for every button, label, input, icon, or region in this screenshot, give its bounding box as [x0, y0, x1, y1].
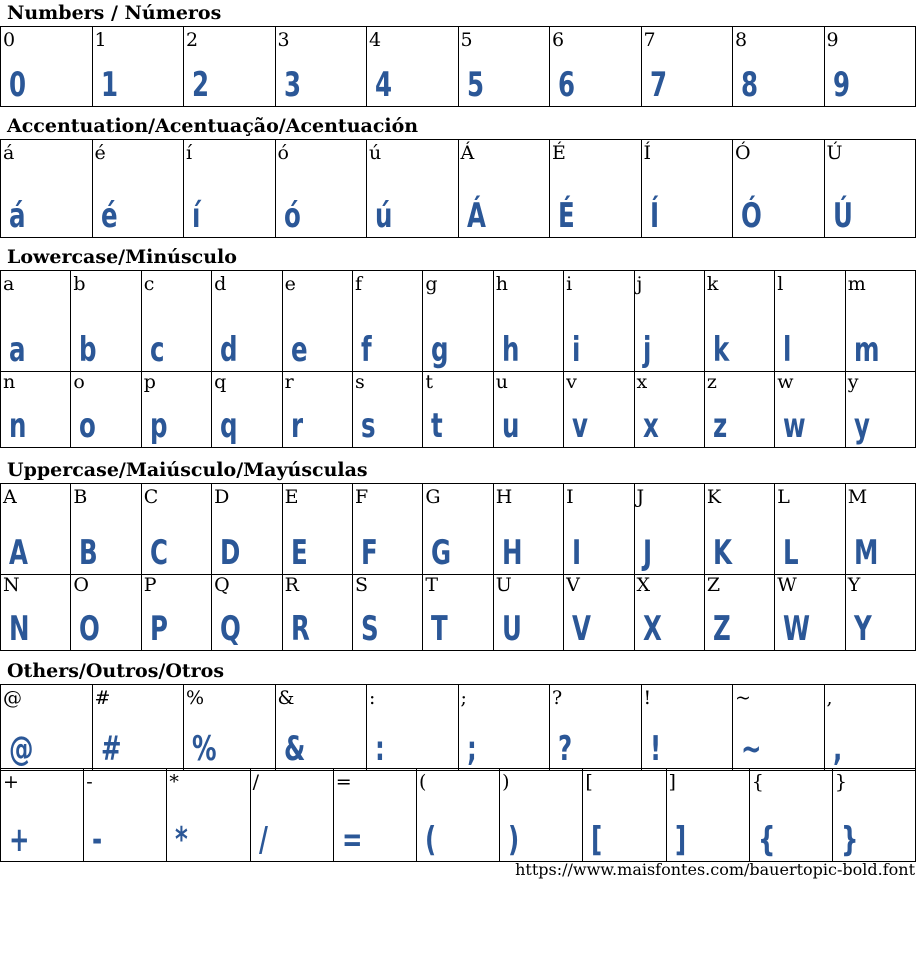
glyph-label: Q [214, 574, 230, 596]
glyph-label: S [354, 574, 368, 596]
glyph-sample: , [832, 729, 842, 769]
glyph-cell [459, 140, 551, 238]
glyph-sample: d [220, 330, 238, 370]
glyph-label: b [73, 273, 86, 295]
glyph-sample: a [9, 330, 26, 370]
glyph-label: Í [643, 142, 652, 164]
glyph-label: / [252, 771, 259, 793]
glyph-cell [705, 572, 775, 651]
glyph-label: a [3, 273, 15, 295]
glyph-cell [846, 271, 916, 372]
glyph-cell [93, 27, 185, 107]
glyph-sample: W [783, 609, 811, 649]
glyph-cell [167, 769, 250, 862]
glyph-label: , [826, 687, 833, 709]
others-grid-row-1 [0, 684, 916, 771]
glyph-sample: w [783, 406, 806, 446]
glyph-sample: * [175, 820, 189, 860]
glyph-label: ! [643, 687, 652, 709]
glyph-cell [635, 369, 705, 448]
glyph-sample: A [9, 533, 28, 573]
glyph-label: n [3, 371, 16, 393]
glyph-cell [276, 27, 368, 107]
glyph-cell [705, 484, 775, 575]
uppercase-title: Uppercase/Maiúsculo/Mayúsculas [7, 459, 368, 481]
glyph-sample: J [642, 533, 652, 573]
glyph-label: 2 [186, 29, 199, 51]
glyph-label: # [94, 687, 111, 709]
glyph-label: x [636, 371, 648, 393]
glyph-label: y [847, 371, 859, 393]
glyph-cell [564, 572, 634, 651]
glyph-cell [1, 685, 93, 771]
glyph-cell [212, 369, 282, 448]
glyph-sample: { [757, 820, 776, 860]
glyph-cell [334, 769, 417, 862]
glyph-cell [459, 27, 551, 107]
glyph-cell [564, 271, 634, 372]
glyph-label: É [552, 142, 566, 164]
glyph-cell [1, 271, 71, 372]
glyph-label: M [847, 486, 868, 508]
glyph-cell [71, 572, 141, 651]
glyph-sample: 6 [558, 65, 576, 105]
glyph-cell [417, 769, 500, 862]
glyph-sample: ó [283, 196, 301, 236]
lowercase-title: Lowercase/Minúsculo [7, 246, 237, 268]
glyph-cell [276, 685, 368, 771]
glyph-sample: y [853, 406, 870, 446]
glyph-sample: # [100, 729, 122, 769]
glyph-sample: M [853, 533, 879, 573]
glyph-label: U [495, 574, 512, 596]
glyph-label: 6 [552, 29, 565, 51]
glyph-sample: + [9, 820, 30, 860]
glyph-label: 3 [277, 29, 290, 51]
glyph-label: ~ [735, 687, 751, 709]
glyph-cell [550, 27, 642, 107]
glyph-sample: Q [220, 609, 241, 649]
glyph-cell [635, 271, 705, 372]
glyph-label: { [751, 771, 764, 793]
glyph-label: g [425, 273, 438, 295]
glyph-sample: C [149, 533, 168, 573]
glyph-cell [142, 484, 212, 575]
glyph-sample: ? [558, 729, 573, 769]
glyph-sample: I [572, 533, 582, 573]
glyph-label: t [425, 371, 433, 393]
glyph-cell [251, 769, 334, 862]
glyph-cell [705, 271, 775, 372]
glyph-cell [635, 572, 705, 651]
glyph-cell [71, 369, 141, 448]
glyph-cell [642, 140, 734, 238]
lowercase-grid-row-2 [0, 369, 916, 448]
glyph-cell [423, 572, 493, 651]
glyph-cell [500, 769, 583, 862]
glyph-sample: N [9, 609, 30, 649]
glyph-cell [283, 484, 353, 575]
glyph-cell [71, 271, 141, 372]
glyph-label: í [186, 142, 193, 164]
glyph-label: * [169, 771, 179, 793]
glyph-label: ú [369, 142, 382, 164]
glyph-cell [642, 685, 734, 771]
glyph-sample: r [290, 406, 303, 446]
uppercase-grid-row-1 [0, 483, 916, 575]
glyph-sample: Ó [741, 196, 762, 236]
glyph-label: } [834, 771, 847, 793]
glyph-sample: K [712, 533, 732, 573]
glyph-sample: 7 [649, 65, 667, 105]
glyph-cell [1, 484, 71, 575]
glyph-cell [550, 685, 642, 771]
accents-grid [0, 139, 916, 238]
glyph-label: V [566, 574, 580, 596]
glyph-cell [353, 369, 423, 448]
glyph-label: - [86, 771, 93, 793]
glyph-label: D [214, 486, 230, 508]
glyph-sample: h [501, 330, 520, 370]
glyph-label: F [354, 486, 369, 508]
glyph-label: + [3, 771, 19, 793]
glyph-label: A [3, 486, 17, 508]
glyph-cell [833, 769, 916, 862]
glyph-label: Ú [826, 142, 843, 164]
glyph-label: w [777, 371, 794, 393]
glyph-sample: f [360, 330, 372, 370]
lowercase-grid-row-1 [0, 270, 916, 372]
glyph-label: 1 [94, 29, 107, 51]
glyph-label: Á [460, 142, 475, 164]
others-grid-row-2 [0, 768, 916, 862]
glyph-sample: H [501, 533, 523, 573]
glyph-sample: L [783, 533, 799, 573]
glyph-label: H [495, 486, 513, 508]
glyph-sample: G [431, 533, 452, 573]
glyph-label: r [284, 371, 294, 393]
glyph-label: 4 [369, 29, 382, 51]
glyph-sample: T [431, 609, 449, 649]
glyph-label: [ [585, 771, 593, 793]
glyph-sample: b [79, 330, 97, 370]
glyph-cell [846, 369, 916, 448]
glyph-sample: l [783, 330, 792, 370]
glyph-cell [733, 685, 825, 771]
glyph-sample: e [290, 330, 308, 370]
glyph-label: L [777, 486, 790, 508]
glyph-cell [353, 572, 423, 651]
glyph-cell [71, 484, 141, 575]
glyph-cell [142, 572, 212, 651]
glyph-label: I [566, 486, 574, 508]
glyph-label: C [143, 486, 159, 508]
glyph-sample: Z [712, 609, 731, 649]
glyph-sample: í [192, 196, 201, 236]
glyph-cell [93, 140, 185, 238]
glyph-cell [642, 27, 734, 107]
glyph-cell [494, 271, 564, 372]
glyph-sample: / [258, 820, 268, 860]
glyph-sample: t [431, 406, 444, 446]
glyph-sample: ( [424, 820, 437, 860]
glyph-label: K [706, 486, 722, 508]
glyph-label: f [354, 273, 362, 295]
glyph-sample: q [220, 406, 238, 446]
glyph-cell [775, 484, 845, 575]
glyph-label: Z [706, 574, 721, 596]
glyph-label: z [706, 371, 717, 393]
glyph-sample: O [79, 609, 101, 649]
glyph-sample: & [283, 729, 305, 769]
glyph-sample: j [642, 330, 651, 370]
glyph-cell [635, 484, 705, 575]
glyph-sample: Ú [832, 196, 853, 236]
glyph-sample: - [92, 820, 103, 860]
glyph-cell [494, 572, 564, 651]
glyph-label: % [186, 687, 205, 709]
glyph-cell [1, 140, 93, 238]
glyph-label: 5 [460, 29, 473, 51]
glyph-sample: á [9, 196, 26, 236]
glyph-cell [212, 271, 282, 372]
glyph-sample: s [360, 406, 376, 446]
glyph-cell [423, 271, 493, 372]
glyph-label: Ó [735, 142, 751, 164]
glyph-label: ; [460, 687, 467, 709]
glyph-sample: P [149, 609, 168, 649]
glyph-sample: 3 [283, 65, 301, 105]
glyph-sample: E [290, 533, 308, 573]
glyph-cell [353, 484, 423, 575]
glyph-label: i [566, 273, 573, 295]
footer-url[interactable]: https://www.maisfontes.com/bauertopic-bold.font [515, 860, 915, 879]
glyph-label: o [73, 371, 85, 393]
glyph-sample: g [431, 330, 449, 370]
glyph-cell [825, 685, 916, 771]
glyph-label: l [777, 273, 784, 295]
glyph-cell [846, 484, 916, 575]
glyph-label: ] [668, 771, 676, 793]
glyph-label: & [277, 687, 295, 709]
glyph-cell [367, 685, 459, 771]
glyph-cell [423, 484, 493, 575]
glyph-sample: u [501, 406, 520, 446]
glyph-sample: % [192, 729, 217, 769]
glyph-label: d [214, 273, 227, 295]
glyph-sample: ~ [741, 729, 762, 769]
glyph-cell [212, 572, 282, 651]
glyph-label: ) [502, 771, 510, 793]
glyph-label: E [284, 486, 299, 508]
glyph-sample: ] [674, 820, 686, 860]
glyph-sample: } [840, 820, 859, 860]
glyph-sample: D [220, 533, 241, 573]
glyph-cell [184, 27, 276, 107]
glyph-sample: 0 [9, 65, 27, 105]
glyph-label: h [495, 273, 508, 295]
glyph-cell [550, 140, 642, 238]
glyph-sample: ) [508, 820, 520, 860]
glyph-label: 7 [643, 29, 656, 51]
glyph-cell [775, 369, 845, 448]
glyph-sample: ú [375, 196, 393, 236]
glyph-sample: n [9, 406, 27, 446]
glyph-cell [184, 685, 276, 771]
glyph-label: s [354, 371, 365, 393]
glyph-cell [733, 140, 825, 238]
glyph-cell [750, 769, 833, 862]
glyph-label: Y [847, 574, 861, 596]
glyph-sample: v [572, 406, 589, 446]
glyph-sample: B [79, 533, 99, 573]
glyph-sample: F [360, 533, 378, 573]
glyph-sample: @ [9, 729, 34, 769]
glyph-label: c [143, 273, 155, 295]
glyph-sample: S [360, 609, 379, 649]
glyph-cell [93, 685, 185, 771]
glyph-sample: 8 [741, 65, 759, 105]
glyph-label: 0 [3, 29, 16, 51]
glyph-label: B [73, 486, 88, 508]
glyph-sample: U [501, 609, 522, 649]
glyph-cell [459, 685, 551, 771]
glyph-label: @ [3, 687, 22, 709]
accents-title: Accentuation/Acentuação/Acentuación [7, 115, 419, 137]
glyph-label: 9 [826, 29, 839, 51]
glyph-label: T [425, 574, 439, 596]
glyph-label: u [495, 371, 508, 393]
glyph-label: m [847, 273, 866, 295]
glyph-sample: o [79, 406, 97, 446]
glyph-label: é [94, 142, 106, 164]
glyph-cell [367, 27, 459, 107]
glyph-cell [283, 369, 353, 448]
glyph-label: J [636, 486, 645, 508]
glyph-cell [283, 271, 353, 372]
glyph-sample: Y [853, 609, 872, 649]
glyph-cell [1, 572, 71, 651]
glyph-label: : [369, 687, 376, 709]
glyph-label: = [335, 771, 352, 793]
glyph-sample: Á [466, 196, 486, 236]
glyph-cell [1, 369, 71, 448]
glyph-sample: R [290, 609, 310, 649]
glyph-label: P [143, 574, 157, 596]
numbers-grid [0, 26, 916, 107]
glyph-cell [367, 140, 459, 238]
glyph-sample: 5 [466, 65, 484, 105]
glyph-cell [1, 27, 93, 107]
glyph-label: k [706, 273, 719, 295]
glyph-sample: 2 [192, 65, 210, 105]
glyph-cell [353, 271, 423, 372]
glyph-sample: = [341, 820, 363, 860]
glyph-sample: m [853, 330, 880, 370]
glyph-cell [775, 572, 845, 651]
glyph-sample: 4 [375, 65, 393, 105]
glyph-cell [184, 140, 276, 238]
glyph-label: R [284, 574, 299, 596]
glyph-sample: z [712, 406, 728, 446]
numbers-title: Numbers / Números [7, 2, 222, 24]
glyph-cell [846, 572, 916, 651]
glyph-sample: X [642, 609, 662, 649]
glyph-sample: Í [649, 196, 659, 236]
glyph-cell [142, 271, 212, 372]
glyph-label: q [214, 371, 227, 393]
glyph-cell [283, 572, 353, 651]
glyph-cell [84, 769, 167, 862]
glyph-label: ( [418, 771, 427, 793]
glyph-cell [825, 140, 916, 238]
glyph-label: á [3, 142, 15, 164]
glyph-label: ? [552, 687, 563, 709]
glyph-cell [564, 484, 634, 575]
glyph-cell [423, 369, 493, 448]
glyph-label: e [284, 273, 296, 295]
glyph-cell [276, 140, 368, 238]
glyph-sample: ! [649, 729, 661, 769]
glyph-label: v [566, 371, 577, 393]
glyph-label: N [3, 574, 20, 596]
uppercase-grid-row-2 [0, 572, 916, 651]
glyph-sample: É [558, 196, 575, 236]
glyph-label: 8 [735, 29, 748, 51]
glyph-label: X [636, 574, 651, 596]
glyph-cell [775, 271, 845, 372]
glyph-cell [825, 27, 916, 107]
glyph-cell [583, 769, 666, 862]
glyph-sample: 1 [100, 65, 118, 105]
glyph-cell [494, 484, 564, 575]
glyph-sample: 9 [832, 65, 850, 105]
glyph-cell [564, 369, 634, 448]
others-title: Others/Outros/Otros [7, 660, 225, 682]
glyph-sample: p [149, 406, 168, 446]
glyph-label: O [73, 574, 89, 596]
glyph-sample: : [375, 729, 385, 769]
glyph-cell [667, 769, 750, 862]
glyph-label: G [425, 486, 441, 508]
glyph-sample: ; [466, 729, 477, 769]
glyph-sample: é [100, 196, 118, 236]
glyph-cell [212, 484, 282, 575]
glyph-sample: V [572, 609, 592, 649]
glyph-cell [705, 369, 775, 448]
glyph-sample: [ [591, 820, 603, 860]
glyph-sample: x [642, 406, 659, 446]
glyph-sample: k [712, 330, 730, 370]
glyph-label: p [143, 371, 156, 393]
glyph-label: W [777, 574, 797, 596]
glyph-sample: c [149, 330, 165, 370]
glyph-label: ó [277, 142, 289, 164]
glyph-cell [1, 769, 84, 862]
glyph-sample: i [572, 330, 581, 370]
glyph-cell [494, 369, 564, 448]
glyph-cell [142, 369, 212, 448]
glyph-label: j [636, 273, 643, 295]
glyph-cell [733, 27, 825, 107]
